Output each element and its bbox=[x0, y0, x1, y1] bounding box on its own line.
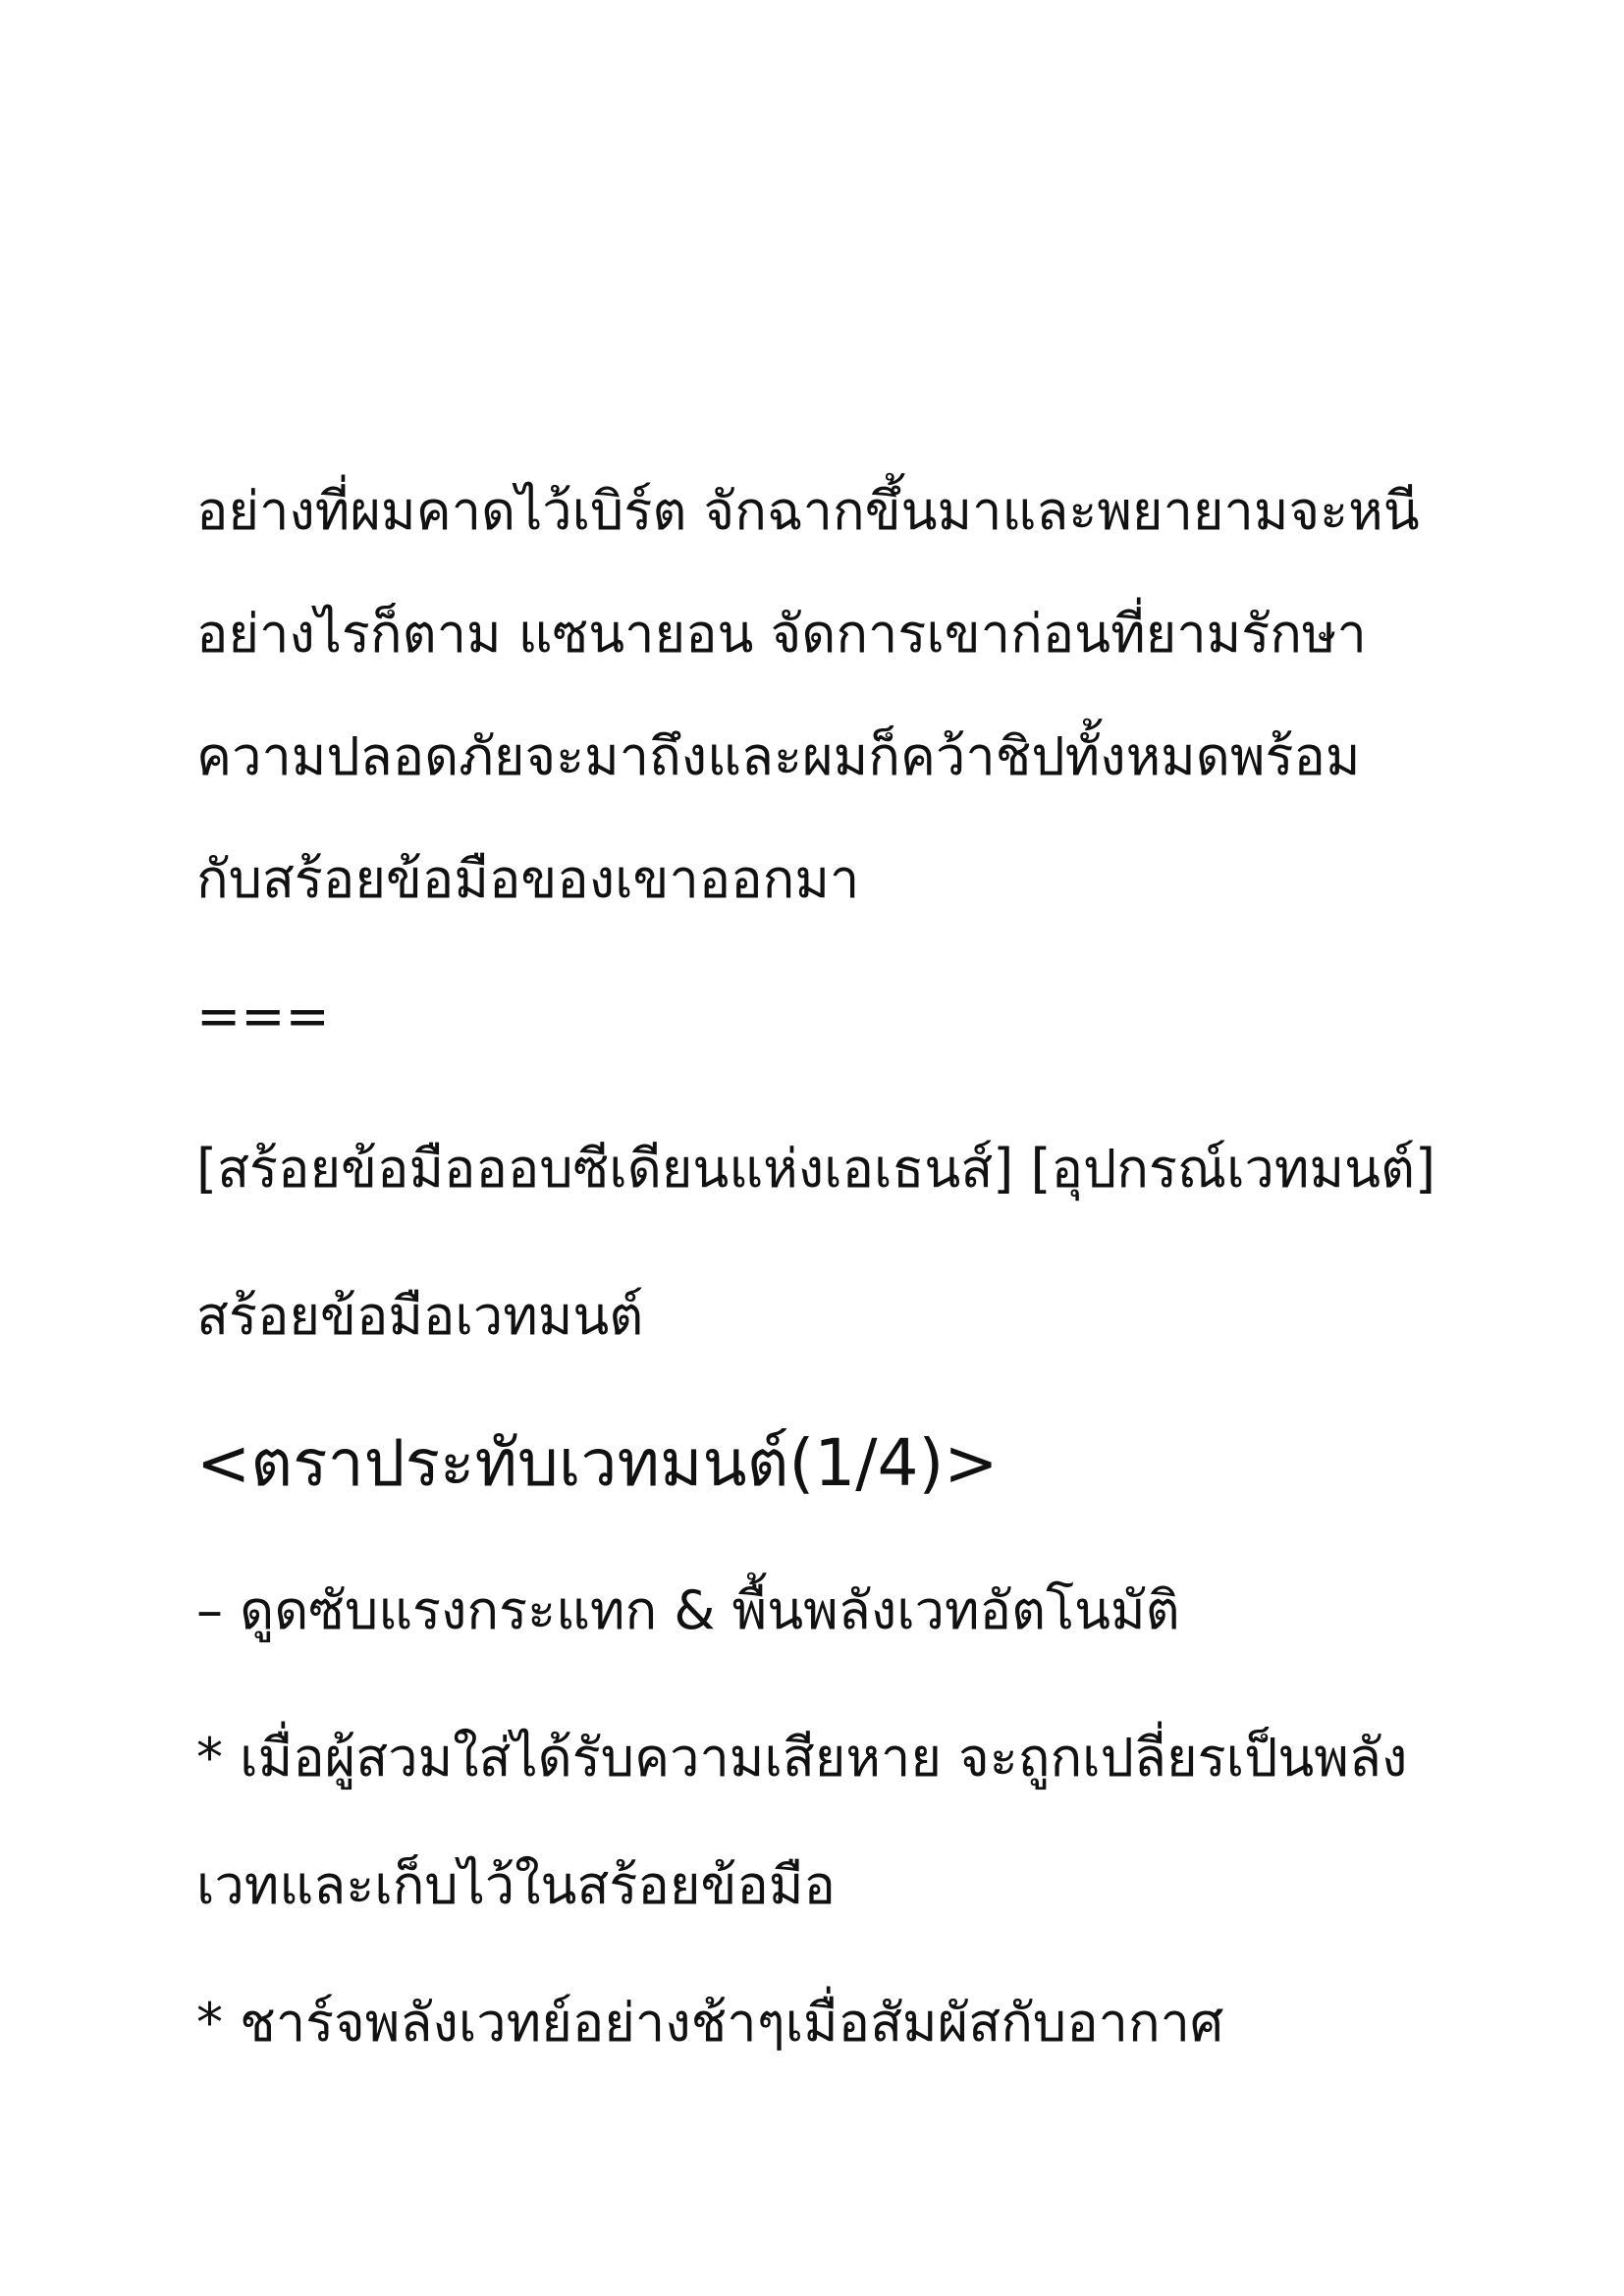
paragraph-line-4: กับสร้อยข้อมือของเขาออกมา bbox=[196, 848, 860, 910]
paragraph-line-2: อย่างไรก็ตาม แซนายอน จัดการเขาก่อนที่ยามรักษา bbox=[196, 603, 1367, 665]
paragraph-line-3: ความปลอดภัยจะมาถึงและผมก็คว้าชิปทั้งหมดพร้อม bbox=[196, 725, 1361, 787]
item-title-line: [สร้อยข้อมือออบซีเดียนแห่งเอเธนส์] [อุปกรณ์เวทมนต์] bbox=[196, 1138, 1436, 1200]
item-subtitle-line: สร้อยข้อมือเวทมนต์ bbox=[196, 1285, 644, 1347]
item-seal-line: <ตราประทับเวทมนต์(1/4)> bbox=[196, 1425, 999, 1501]
paragraph-line-1: อย่างที่ผมคาดไว้เบิร์ต จักฉากขึ้นมาและพยายามจะหนี bbox=[196, 480, 1420, 542]
item-note-line-3: * ชาร์จพลังเวทย์อย่างช้าๆเมื่อสัมผัสกับอากาศ bbox=[196, 1992, 1224, 2054]
item-note-line-1: * เมื่อผู้สวมใส่ได้รับความเสียหาย จะถูกเปลี่ยรเป็นพลัง bbox=[196, 1727, 1408, 1789]
item-effect-line: – ดูดซับแรงกระแทก & พื้นพลังเวทอัตโนมัติ bbox=[196, 1579, 1180, 1641]
section-divider: === bbox=[196, 986, 330, 1047]
item-note-line-2: เวทและเก็บไว้ในสร้อยข้อมือ bbox=[196, 1854, 836, 1916]
